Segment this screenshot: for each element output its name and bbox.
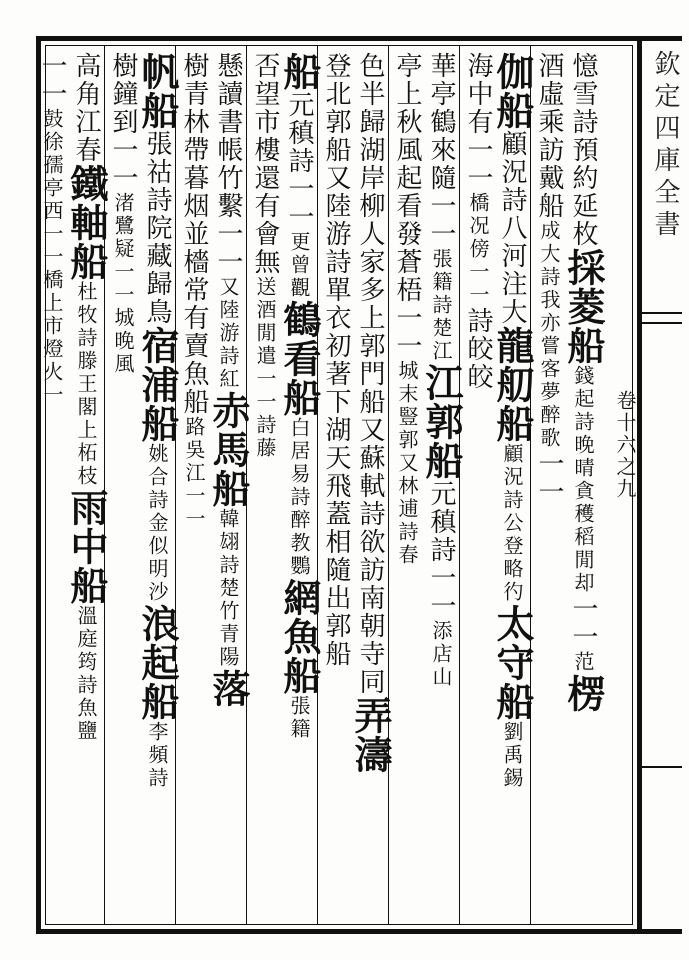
entry-text: 元稹詩一一: [284, 91, 314, 231]
entry-heading: 楞: [561, 674, 606, 713]
entry-text: 樹青林帶暮烟並檣常有賣魚船: [179, 52, 209, 416]
text-column: [319, 52, 353, 922]
entry-heading: 雨中船: [64, 488, 109, 605]
entry-heading: 弄濤: [348, 696, 393, 774]
entry-text: 懸讀書帳竹繫一一: [213, 52, 243, 276]
entry-heading: 龍舠船: [490, 326, 535, 443]
text-column: [135, 52, 180, 922]
column-divider: [530, 45, 531, 925]
entry-text: 華亭鶴來隨一一: [426, 52, 456, 248]
entry-text: 一一: [568, 595, 598, 651]
entry-text: 顧況詩公登略彴: [500, 443, 524, 604]
entry-text: 張籍: [287, 695, 311, 741]
entry-text: 添店山: [429, 620, 453, 689]
entry-text: 亭上秋風起看發蒼梧一一: [392, 52, 422, 360]
entry-heading: 鐵軸船: [64, 164, 109, 281]
text-column: [35, 52, 69, 922]
entry-text: 韓翃詩楚竹青陽: [216, 508, 240, 669]
text-column: [106, 52, 140, 922]
text-column: [419, 52, 464, 922]
entry-text: 橋况傍一一: [466, 192, 490, 307]
entry-text: 張祜詩院藏歸鳥: [142, 130, 172, 326]
entry-text: 劉禹錫: [500, 721, 524, 790]
text-column: [390, 52, 424, 922]
text-column: [206, 52, 251, 922]
entry-text: 成大詩我亦嘗客夢醉歌: [537, 220, 561, 450]
text-column: [248, 52, 282, 922]
entry-text: 溫庭筠詩魚鹽: [74, 605, 98, 743]
entry-heading: 太守船: [490, 604, 535, 721]
entry-text: 詩藤: [253, 414, 277, 460]
text-column: [64, 52, 109, 922]
fishtail-mark: [642, 312, 682, 324]
entry-text: 鼓徐孺亭西一一: [40, 108, 64, 269]
text-column: [461, 52, 495, 922]
entry-text: 憶雪詩預約延枚: [568, 52, 598, 248]
column-divider: [388, 45, 389, 925]
edge-title: 欽定四庫全書: [650, 50, 680, 242]
entry-text: 杜牧詩滕王閣上柘枝: [74, 281, 98, 488]
entry-text: 顧況詩八河注大: [497, 130, 527, 326]
column-divider: [459, 45, 460, 925]
entry-text: 海中有一一: [463, 52, 493, 192]
entry-text: 范: [571, 651, 595, 674]
entry-heading: 浪起船: [135, 604, 180, 721]
entry-heading: 船: [277, 52, 322, 91]
entry-text: 更曾觀: [287, 231, 311, 300]
entry-text: 高角江春: [71, 52, 101, 164]
entry-text: 橋上市燈火一: [40, 269, 64, 407]
entry-heading: 宿浦船: [135, 326, 180, 443]
text-column: [561, 52, 606, 922]
entry-text: 路吳江一一: [182, 416, 206, 531]
entry-text: 白居易詩醉教鸚: [287, 417, 311, 578]
entry-heading: 落: [206, 669, 251, 708]
entry-heading: 採菱船: [561, 248, 606, 365]
entry-text: 又陸游詩紅: [216, 276, 240, 391]
entry-text: 李頻詩: [145, 721, 169, 790]
text-column: [277, 52, 322, 922]
entry-heading: 赤馬船: [206, 391, 251, 508]
text-column: [490, 52, 535, 922]
entry-heading: 帆船: [135, 52, 180, 130]
entry-text: 登北郭船又陸游詩單衣初著下湖天飛蓋相隨出郭船: [321, 52, 351, 668]
entry-text: 張籍詩楚江: [429, 248, 453, 363]
text-column: [177, 52, 211, 922]
entry-heading: 江郭船: [419, 363, 464, 480]
column-divider: [175, 45, 176, 925]
entry-text: 詩皎皎: [463, 307, 493, 391]
edge-rule: [642, 766, 682, 768]
entry-text: 錢起詩晚晴貪穫稻閒却: [571, 365, 595, 595]
entry-text: 渚鷺疑一一: [111, 192, 135, 307]
entry-text: 送酒閒遣一一: [253, 276, 277, 414]
text-column: [532, 52, 566, 922]
entry-text: 色半歸湖岸柳人家多上郭門船又蘇軾詩欲訪南朝寺同: [355, 52, 385, 696]
entry-text: 否望市樓還有會無: [250, 52, 280, 276]
text-column: [348, 52, 393, 922]
entry-text: 姚合詩金似明沙: [145, 443, 169, 604]
entry-heading: 伽船: [490, 52, 535, 130]
entry-text: 樹鐘到一一: [108, 52, 138, 192]
entry-heading: 網魚船: [277, 578, 322, 695]
column-divider: [317, 45, 318, 925]
volume-label: 卷十六之九: [613, 390, 637, 500]
entry-text: 一一: [534, 450, 564, 506]
entry-text: 酒虛乘訪戴船: [534, 52, 564, 220]
entry-text: 一一: [37, 52, 67, 108]
entry-heading: 鶴看船: [277, 300, 322, 417]
entry-text: 元稹詩一一: [426, 480, 456, 620]
entry-text: 城晚風: [111, 307, 135, 376]
entry-text: 城末豎郭又林逋詩春: [395, 360, 419, 567]
